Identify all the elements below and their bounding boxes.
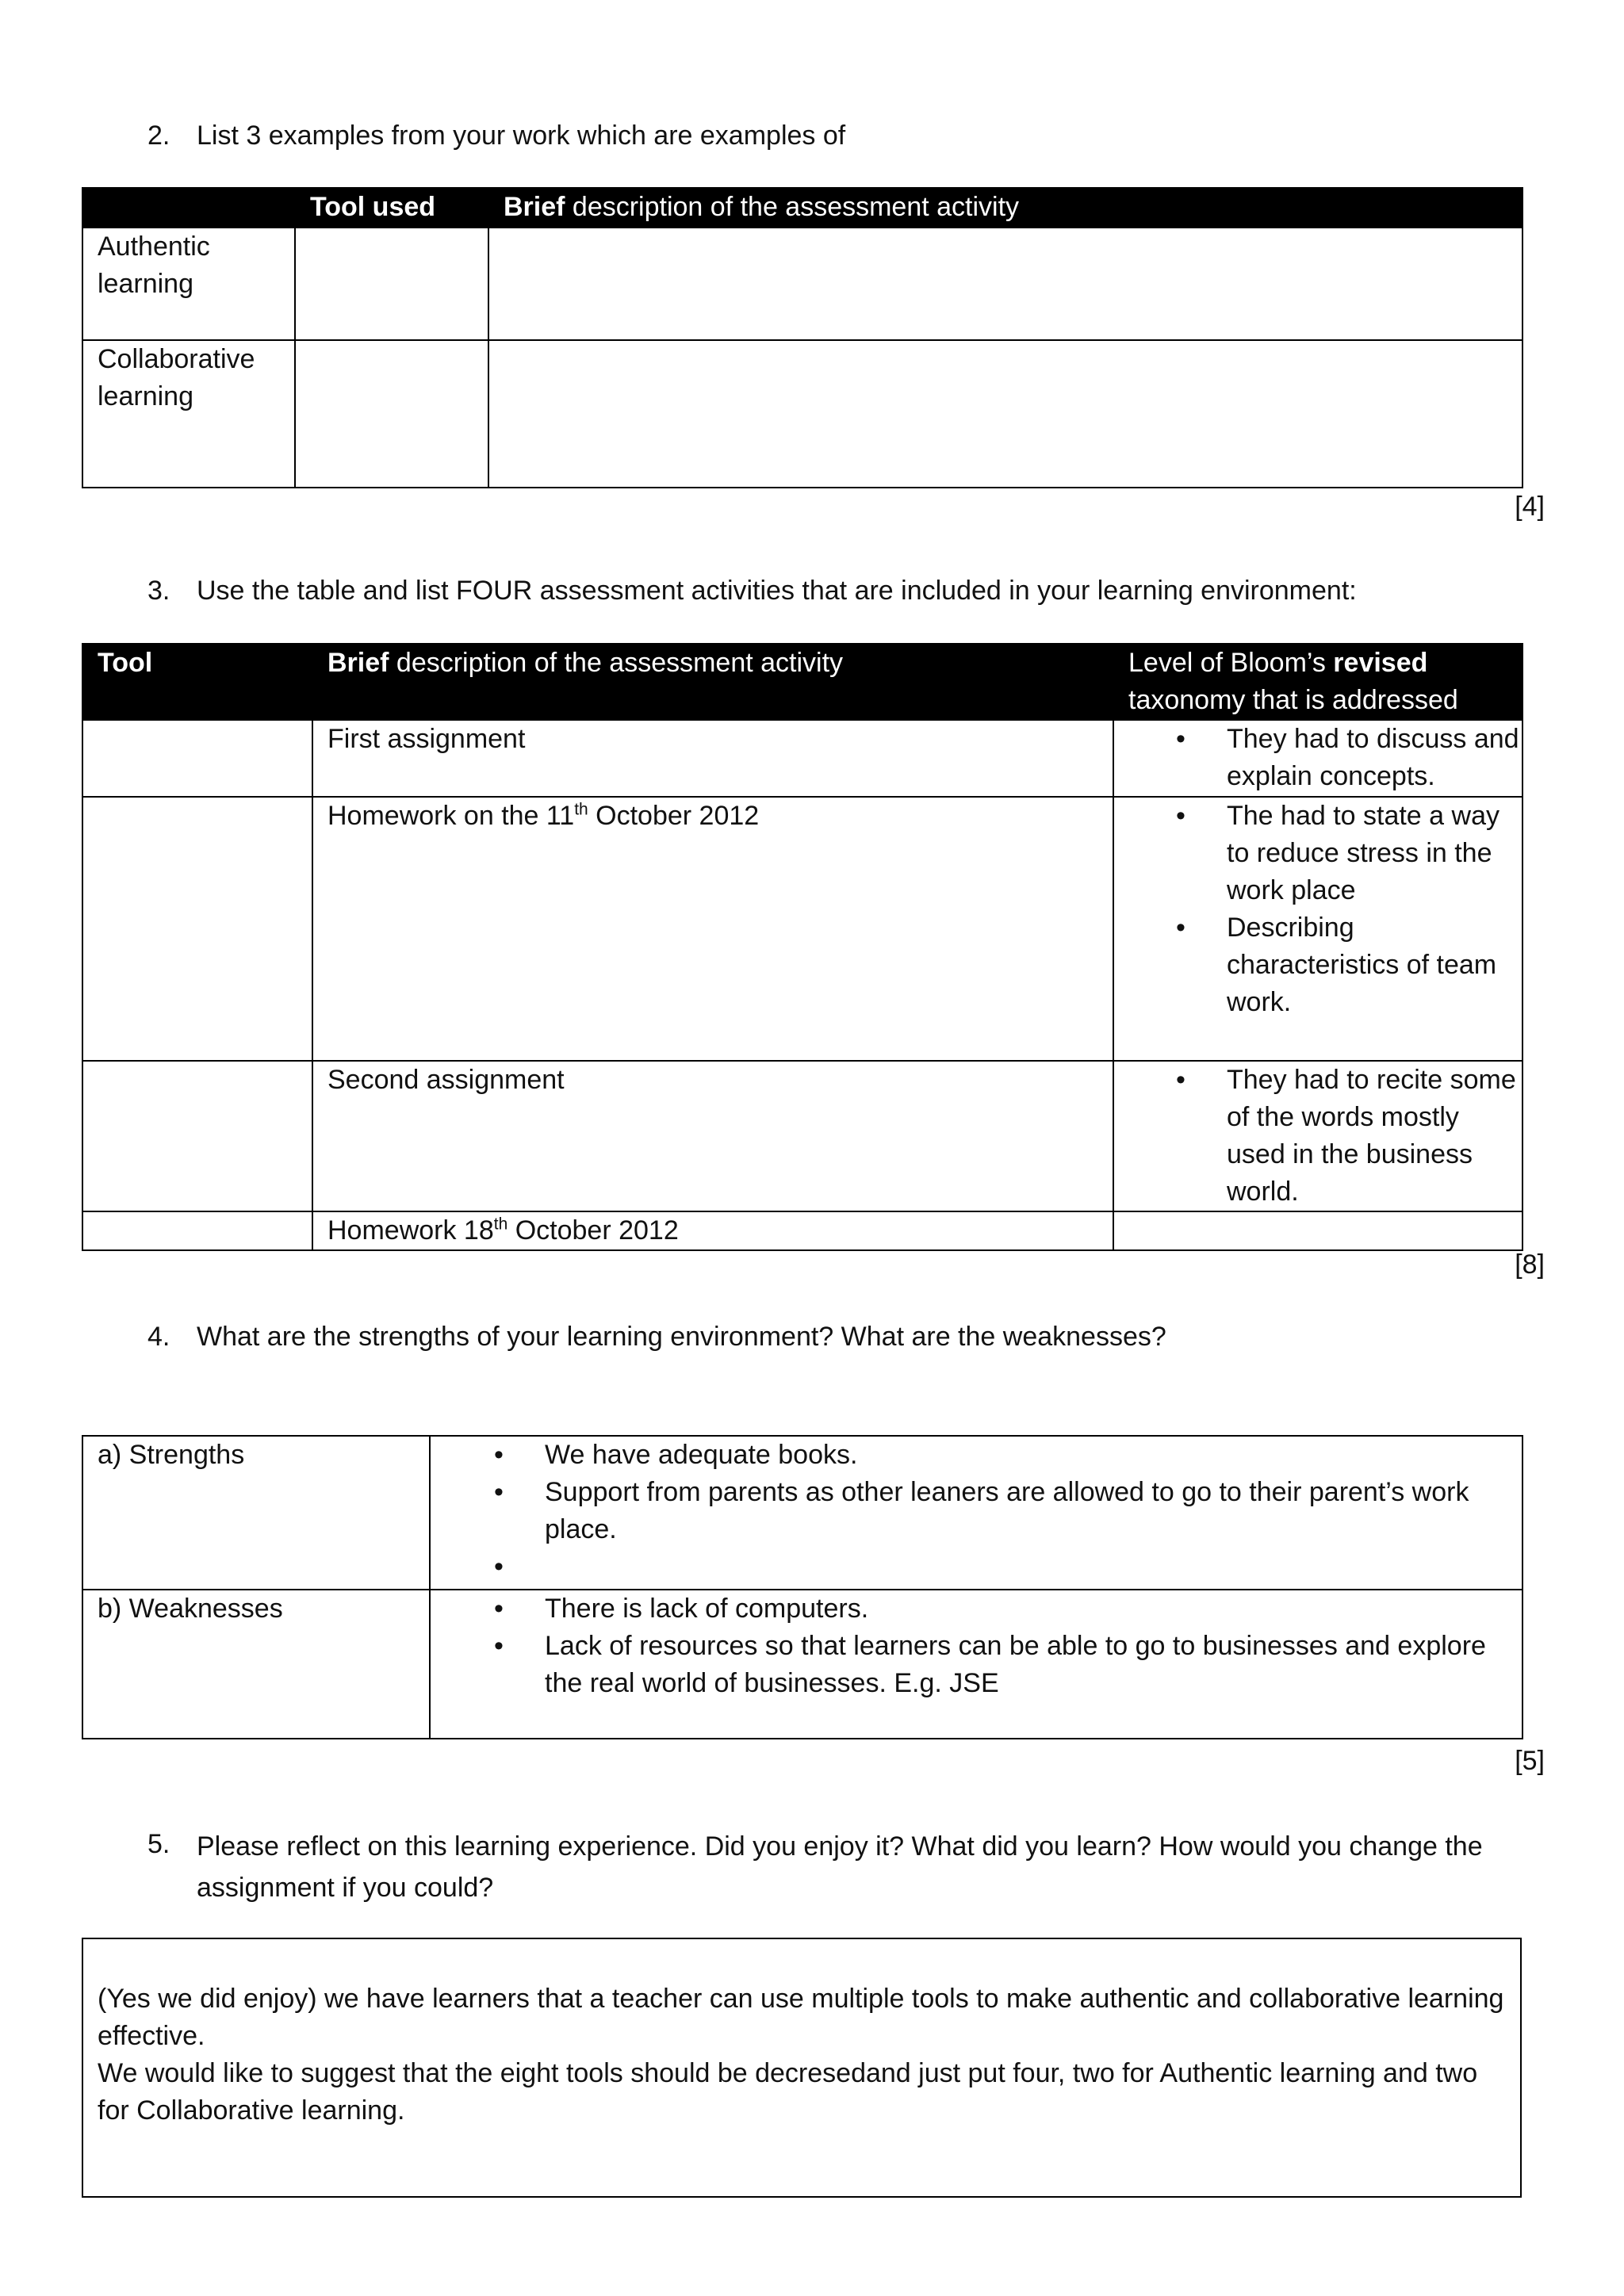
table-row [82, 1211, 1522, 1250]
marks-label: [4] [1515, 492, 1545, 522]
tool-cell [82, 797, 312, 1061]
tool-cell [295, 228, 488, 340]
marks-label: [5] [1515, 1746, 1545, 1776]
question-number: 4. [147, 1322, 170, 1352]
table-row [82, 1061, 1522, 1211]
table-header-row [82, 188, 1522, 228]
assessment-activities-table [82, 643, 1523, 1251]
answer-paragraph: We would like to suggest that the eight tools should be decresedand just put four, two for Authentic learning and two for Collaborative learning. [98, 2058, 1478, 2126]
tool-cell [82, 1061, 312, 1211]
question-text: Please reflect on this learning experience. Did you enjoy it? What did you learn? How would you change the assignment if you could? [197, 1831, 1483, 1903]
reflection-answer-box [82, 1938, 1522, 2198]
list-item: • They had to recite some of the words mostly used in the business world. [1114, 1062, 1522, 1211]
tool-cell [295, 340, 488, 488]
row-label: b) Weaknesses [82, 1590, 430, 1739]
table-row [82, 1436, 1522, 1590]
bloom-level-cell [1113, 1211, 1522, 1250]
list-item: • Lack of resources so that learners can be able to go to businesses and explore the real world of businesses. E.g. JSE [431, 1628, 1506, 1702]
description-cell: First assignment [312, 720, 1113, 797]
question-number: 5. [147, 1829, 170, 1859]
table-row [82, 720, 1522, 797]
header-description: Brief description of the assessment activity [488, 188, 1522, 228]
header-tool: Tool [82, 644, 312, 720]
strengths-weaknesses-table [82, 1435, 1523, 1739]
description-cell: Homework 18th October 2012 [312, 1211, 1113, 1250]
list-item: • There is lack of computers. [431, 1590, 1506, 1628]
answer-paragraph: (Yes we did enjoy) we have learners that a teacher can use multiple tools to make authentic and collaborative learning effective. [98, 1984, 1504, 2051]
tool-cell [82, 720, 312, 797]
question-text: What are the strengths of your learning environment? What are the weaknesses? [197, 1322, 1166, 1352]
description-cell [488, 228, 1522, 340]
header-tool-used: Tool used [295, 188, 488, 228]
row-label: Authentic learning [82, 228, 295, 340]
list-item: • We have adequate books. [431, 1437, 1506, 1474]
header-description: Brief description of the assessment activity [312, 644, 1113, 720]
examples-table [82, 187, 1523, 488]
table-row [82, 228, 1522, 340]
bullets-cell [430, 1590, 1522, 1739]
question-number: 2. [147, 121, 170, 151]
list-item: • They had to discuss and explain concepts. [1114, 721, 1522, 795]
row-label: a) Strengths [82, 1436, 430, 1590]
question-number: 3. [147, 576, 170, 606]
table-row [82, 797, 1522, 1061]
table-row [82, 1590, 1522, 1739]
bloom-level-cell [1113, 720, 1522, 797]
bloom-level-cell [1113, 797, 1522, 1061]
bloom-level-cell [1113, 1061, 1522, 1211]
description-cell [488, 340, 1522, 488]
header-empty [82, 188, 295, 228]
bullets-cell [430, 1436, 1522, 1590]
header-bloom-level: Level of Bloom’s revised taxonomy that is addressed [1113, 644, 1522, 720]
row-label: Collaborative learning [82, 340, 295, 488]
marks-label: [8] [1515, 1249, 1545, 1280]
table-header-row [82, 644, 1522, 720]
question-text: Use the table and list FOUR assessment activities that are included in your learning environment: [197, 576, 1357, 606]
list-item [431, 1548, 1506, 1586]
table-row [82, 340, 1522, 488]
tool-cell [82, 1211, 312, 1250]
list-item: • Describing characteristics of team work. [1114, 909, 1522, 1021]
description-cell: Second assignment [312, 1061, 1113, 1211]
question-text: List 3 examples from your work which are examples of [197, 121, 846, 151]
list-item: • Support from parents as other leaners are allowed to go to their parent’s work place. [431, 1474, 1506, 1548]
list-item: • The had to state a way to reduce stress in the work place [1114, 798, 1522, 909]
description-cell: Homework on the 11th October 2012 [312, 797, 1113, 1061]
